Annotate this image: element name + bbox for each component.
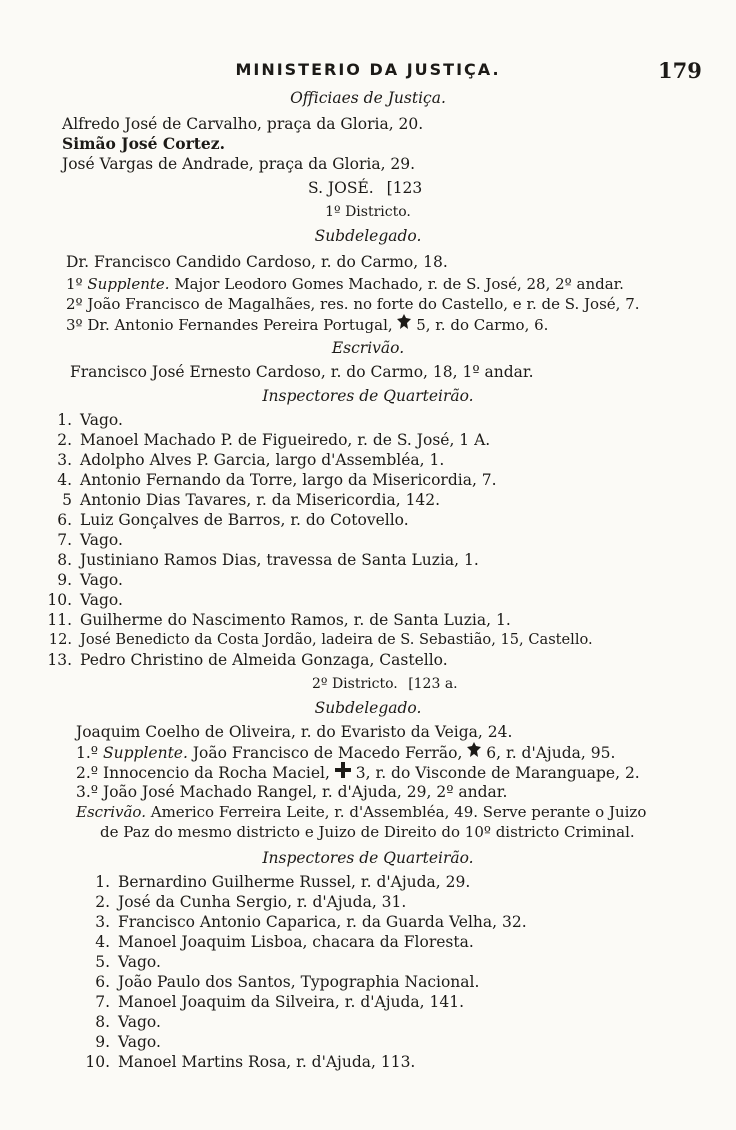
officiaes-entry: José Vargas de Andrade, praça da Gloria, 29.	[62, 155, 416, 173]
list-item: 9. Vago.	[57, 571, 123, 589]
list-item: 11. Guilherme do Nascimento Ramos, r. de Santa Luzia, 1.	[47, 611, 511, 629]
list-item: 4. Antonio Fernando da Torre, largo da Misericordia, 7.	[57, 471, 497, 489]
list-item: 6. Luiz Gonçalves de Barros, r. do Cotovello.	[57, 511, 409, 529]
list-item: 3. Adolpho Alves P. Garcia, largo d'Assembléa, 1.	[57, 451, 445, 469]
list-item: 13. Pedro Christino de Almeida Gonzaga, Castello.	[47, 651, 448, 669]
list-item: 7. Manoel Joaquim da Silveira, r. d'Ajuda, 141.	[95, 993, 465, 1011]
list-item: 5. Vago.	[95, 953, 161, 971]
list-item: 1. Vago.	[57, 411, 123, 429]
supplente-entry: 3.º João José Machado Rangel, r. d'Ajuda, 29, 2º andar.	[76, 783, 508, 801]
subdelegado-entry: Joaquim Coelho de Oliveira, r. do Evaristo da Veiga, 24.	[76, 723, 513, 741]
cross-insignia-icon	[335, 762, 351, 784]
supplente-entry: 2º João Francisco de Magalhães, res. no forte do Castello, e r. de S. José, 7.	[66, 295, 640, 313]
list-item: 10. Vago.	[47, 591, 123, 609]
order-insignia-icon	[467, 742, 481, 764]
page-title: MINISTERIO DA JUSTIÇA.	[235, 60, 501, 79]
officiaes-entry: Alfredo José de Carvalho, praça da Gloria, 20.	[62, 115, 424, 133]
list-item: 3. Francisco Antonio Caparica, r. da Guarda Velha, 32.	[95, 913, 527, 931]
parish-ref: [123	[386, 179, 423, 197]
escrivao-entry: Escrivão. Americo Ferreira Leite, r. d'Assembléa, 49. Serve perante o Juizo	[76, 803, 647, 821]
subdelegado-heading: Subdelegado.	[314, 227, 422, 245]
list-item: 7. Vago.	[57, 531, 123, 549]
order-insignia-icon	[397, 314, 411, 336]
list-item: 12. José Benedicto da Costa Jordão, ladeira de S. Sebastião, 15, Castello.	[48, 631, 593, 648]
list-item: 5 Antonio Dias Tavares, r. da Misericordia, 142.	[62, 491, 441, 509]
supplente-entry: 2.º Innocencio da Rocha Maciel, 3, r. do Visconde de Maranguape, 2.	[76, 764, 640, 782]
list-item: 6. João Paulo dos Santos, Typographia Nacional.	[95, 973, 480, 991]
list-item: 8. Justiniano Ramos Dias, travessa de Santa Luzia, 1.	[57, 551, 479, 569]
list-item: 2. Manoel Machado P. de Figueiredo, r. de S. José, 1 A.	[57, 431, 491, 449]
inspectores-heading: Inspectores de Quarteirão.	[262, 387, 474, 405]
list-item: 4. Manoel Joaquim Lisboa, chacara da Floresta.	[95, 933, 474, 951]
district-heading: 2º Districto. [123 a.	[312, 676, 458, 692]
list-item: 1. Bernardino Guilherme Russel, r. d'Ajuda, 29.	[95, 873, 471, 891]
list-item: 9. Vago.	[95, 1033, 161, 1051]
escrivao-entry-continued: de Paz do mesmo districto e Juizo de Direito do 10º districto Criminal.	[100, 823, 635, 841]
parish-name: S. JOSÉ.	[308, 179, 374, 197]
list-item: 8. Vago.	[95, 1013, 161, 1031]
subdelegado-entry: Dr. Francisco Candido Cardoso, r. do Carmo, 18.	[66, 253, 448, 271]
escrivao-entry: Francisco José Ernesto Cardoso, r. do Carmo, 18, 1º andar.	[70, 363, 534, 381]
officiaes-entry: Simão José Cortez.	[62, 134, 225, 153]
supplente-entry: 3º Dr. Antonio Fernandes Pereira Portugal, 5, r. do Carmo, 6.	[66, 316, 549, 334]
supplente-entry: 1.º Supplente. João Francisco de Macedo Ferrão, 6, r. d'Ajuda, 95.	[76, 744, 616, 762]
subdelegado-heading: Subdelegado.	[314, 699, 422, 717]
list-item: 2. José da Cunha Sergio, r. d'Ajuda, 31.	[95, 893, 407, 911]
district-heading: 1º Districto.	[325, 204, 411, 220]
escrivao-heading: Escrivão.	[331, 339, 405, 357]
inspectores-heading: Inspectores de Quarteirão.	[262, 849, 474, 867]
page-number: 179	[658, 58, 702, 83]
subtitle-officiaes: Officiaes de Justiça.	[290, 89, 446, 107]
list-item: 10. Manoel Martins Rosa, r. d'Ajuda, 113.	[85, 1053, 416, 1071]
parish-heading	[308, 178, 422, 198]
supplente-entry: 1º Supplente. Major Leodoro Gomes Machado, r. de S. José, 28, 2º andar.	[66, 275, 624, 293]
